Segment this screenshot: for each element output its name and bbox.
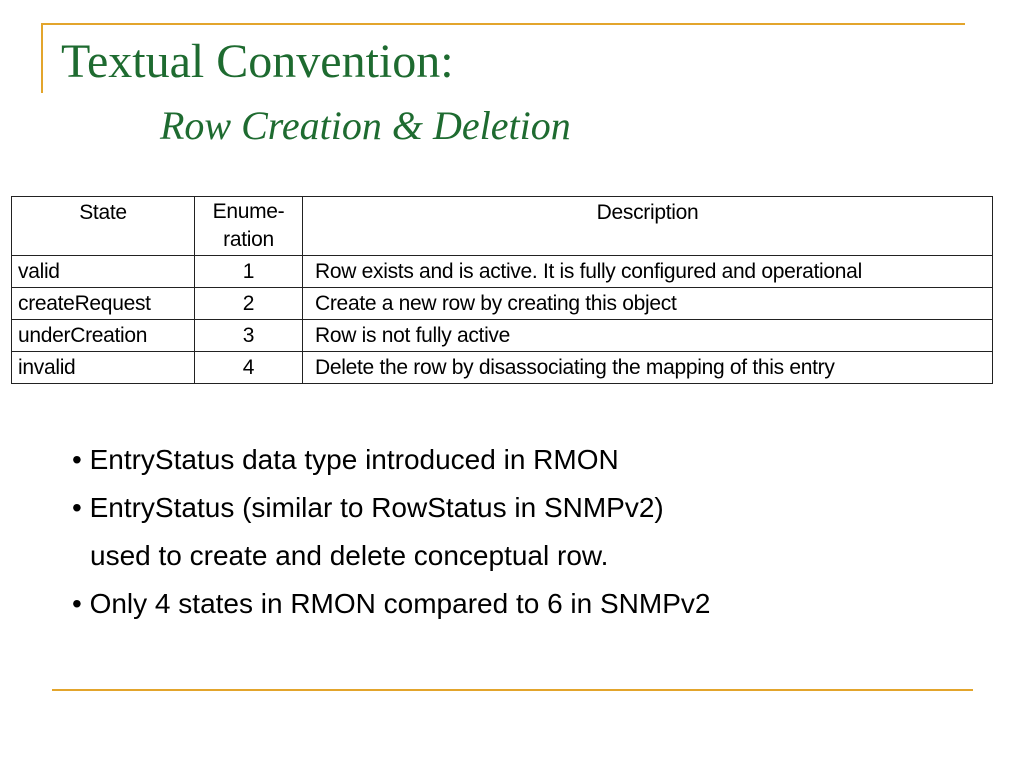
table-row xyxy=(12,320,993,352)
cell-enumeration: 3 xyxy=(195,320,303,352)
top-rule xyxy=(41,23,965,25)
cell-description: Create a new row by creating this object xyxy=(303,288,993,320)
cell-description: Row exists and is active. It is fully configured and operational xyxy=(303,256,993,288)
table-row xyxy=(12,256,993,288)
bullet-item: • Only 4 states in RMON compared to 6 in SNMPv2 xyxy=(72,588,711,619)
left-rule xyxy=(41,23,43,93)
cell-enumeration: 1 xyxy=(195,256,303,288)
slide-subtitle: Row Creation & Deletion xyxy=(160,103,571,148)
slide-title: Textual Convention: xyxy=(61,35,454,88)
cell-description: Row is not fully active xyxy=(303,320,993,352)
cell-state: createRequest xyxy=(12,288,195,320)
header-enumeration xyxy=(195,197,303,256)
header-state: State xyxy=(12,197,195,256)
table-row xyxy=(12,288,993,320)
entry-status-table xyxy=(11,196,993,384)
header-description: Description xyxy=(303,197,993,256)
bullet-item: • EntryStatus (similar to RowStatus in SNMPv2) xyxy=(72,492,664,523)
cell-state: invalid xyxy=(12,352,195,384)
header-enumeration-line2: ration xyxy=(223,228,274,251)
bullet-list xyxy=(72,436,710,628)
table-header-row xyxy=(12,197,993,256)
bottom-rule xyxy=(52,689,973,691)
table-row xyxy=(12,352,993,384)
bullet-continuation: used to create and delete conceptual row. xyxy=(90,540,609,571)
cell-enumeration: 2 xyxy=(195,288,303,320)
cell-description: Delete the row by disassociating the mapping of this entry xyxy=(303,352,993,384)
header-enumeration-line1: Enume- xyxy=(212,200,285,223)
cell-enumeration: 4 xyxy=(195,352,303,384)
cell-state: valid xyxy=(12,256,195,288)
bullet-item: • EntryStatus data type introduced in RMON xyxy=(72,444,619,475)
cell-state: underCreation xyxy=(12,320,195,352)
